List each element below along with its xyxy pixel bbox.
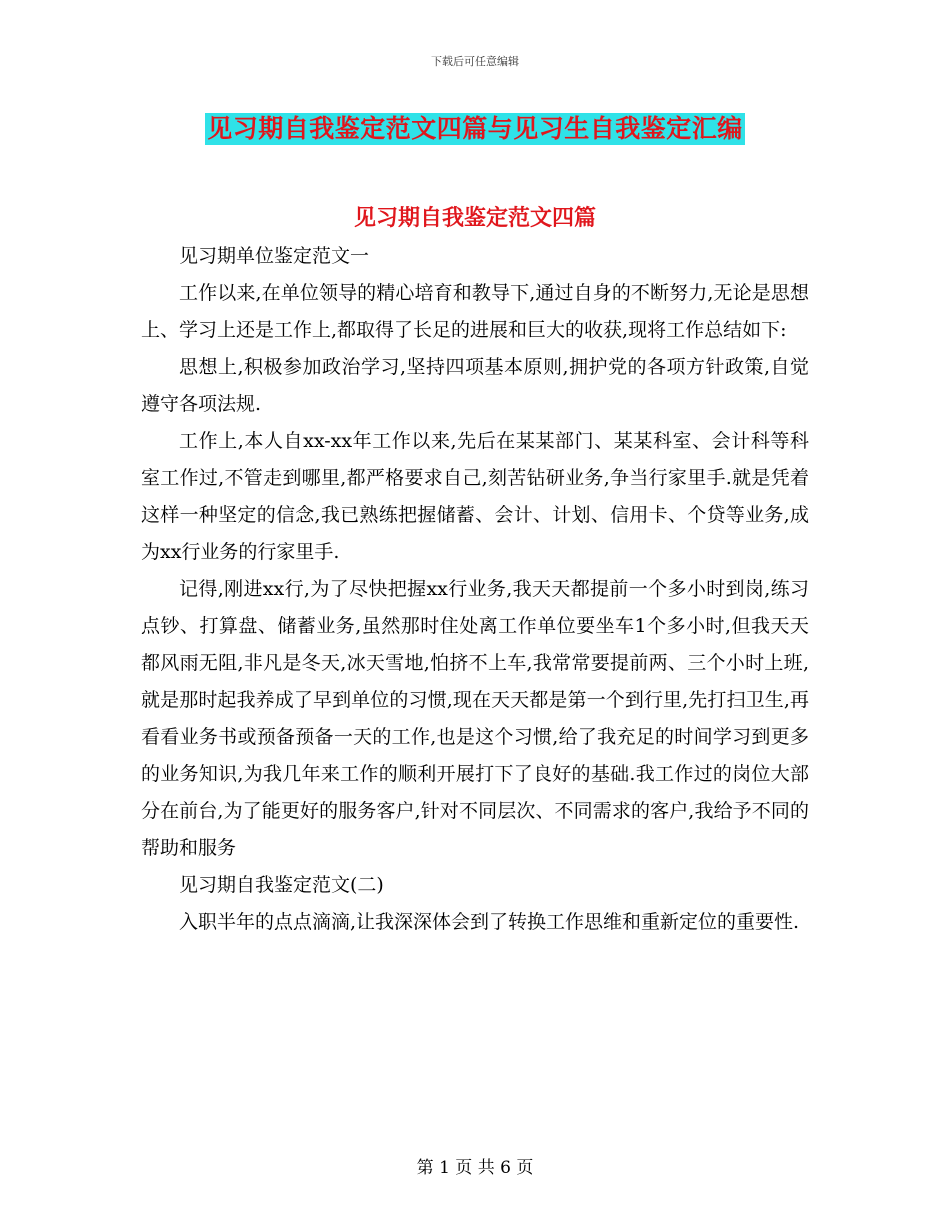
paragraph: 工作上,本人自xx-xx年工作以来,先后在某某部门、某某科室、会计科等科室工作过,不管走到哪里,都严格要求自己,刻苦钻研业务,争当行家里手.就是凭着这样一种坚定的信念,我已熟练把握储蓄、会计、计划、信用卡、个贷等业务,成为xx行业务的行家里手. — [141, 430, 809, 563]
paragraph: 思想上,积极参加政治学习,坚持四项基本原则,拥护党的各项方针政策,自觉遵守各项法规. — [141, 356, 809, 415]
paragraph: 工作以来,在单位领导的精心培育和教导下,通过自身的不断努力,无论是思想上、学习上还是工作上,都取得了长足的进展和巨大的收获,现将工作总结如下: — [141, 282, 809, 341]
header-note: 下载后可任意编辑 — [431, 55, 519, 68]
main-title-wrap — [0, 113, 950, 145]
page-number: 第 1 页 共 6 页 — [416, 1158, 534, 1178]
paragraph-subheading-1: 见习期单位鉴定范文一 — [179, 245, 370, 267]
paragraph: 记得,刚进xx行,为了尽快把握xx行业务,我天天都提前一个多小时到岗,练习点钞、打算盘、储蓄业务,虽然那时住处离工作单位要坐车1个多小时,但我天天都风雨无阻,非凡是冬天,冰天雪地,怕挤不上车,我常常要提前两、三个小时上班,就是那时起我养成了早到单位的习惯,现在天天都是第一个到行里,先打扫卫生,再看看业务书或预备预备一天的工作,也是这个习惯,给了我充足的时间学习到更多的业务知识,为我几年来工作的顺利开展打下了良好的基础.我工作过的岗位大部分在前台,为了能更好的服务客户,针对不同层次、不同需求的客户,我给予不同的帮助和服务 — [141, 578, 809, 859]
section-title: 见习期自我鉴定范文四篇 — [353, 205, 596, 231]
paragraph: 入职半年的点点滴滴,让我深深体会到了转换工作思维和重新定位的重要性. — [179, 911, 800, 933]
paragraph-subheading-2: 见习期自我鉴定范文(二) — [179, 874, 384, 896]
main-title: 见习期自我鉴定范文四篇与见习生自我鉴定汇编 — [207, 114, 743, 143]
document-body — [141, 226, 809, 941]
